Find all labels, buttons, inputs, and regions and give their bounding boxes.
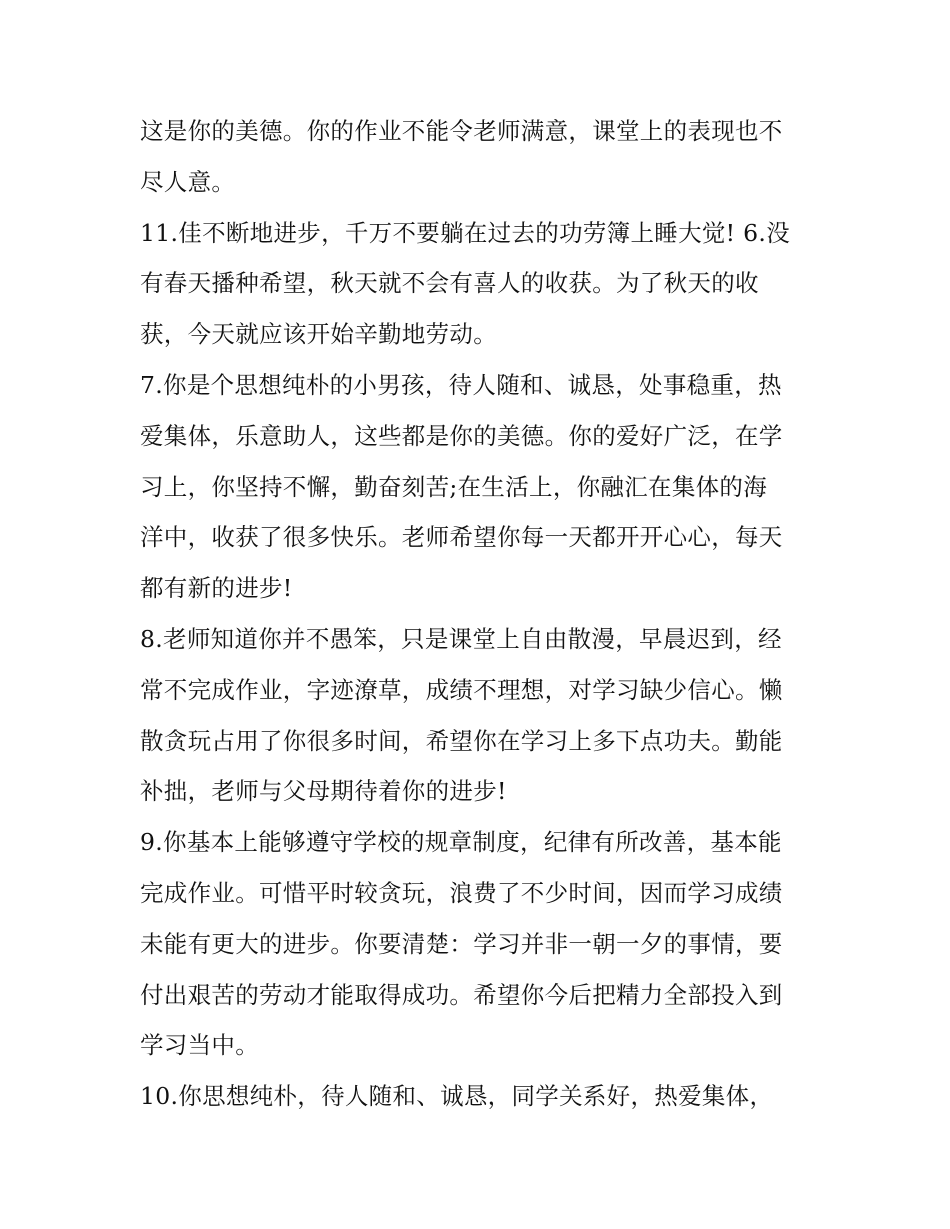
- text-line: 获，今天就应该开始辛勤地劳动。: [140, 320, 497, 349]
- text-line: 习上，你坚持不懈，勤奋刻苦;在生活上，你融汇在集体的海: [140, 472, 768, 501]
- text-line: 洋中，收获了很多快乐。老师希望你每一天都开开心心，每天: [140, 523, 783, 552]
- text-line: 常不完成作业，字迹潦草，成绩不理想，对学习缺少信心。懒: [140, 675, 783, 704]
- text-line: 学习当中。: [140, 1031, 259, 1060]
- text-line: 未能有更大的进步。你要清楚：学习并非一朝一夕的事情，要: [140, 929, 783, 958]
- text-line: 完成作业。可惜平时较贪玩，浪费了不少时间，因而学习成绩: [140, 878, 783, 907]
- text-line: 11.佳不断地进步，千万不要躺在过去的功劳簿上睡大觉! 6.没: [140, 218, 791, 247]
- text-line: 散贪玩占用了你很多时间，希望你在学习上多下点功夫。勤能: [140, 726, 783, 755]
- text-line: 付出艰苦的劳动才能取得成功。希望你今后把精力全部投入到: [140, 980, 783, 1009]
- text-line: 10.你思想纯朴，待人随和、诚恳，同学关系好，热爱集体，: [140, 1082, 774, 1111]
- text-line: 尽人意。: [140, 167, 236, 196]
- text-line: 都有新的进步!: [140, 574, 293, 603]
- text-line: 补拙，老师与父母期待着你的进步!: [140, 777, 507, 806]
- text-line: 爱集体，乐意助人，这些都是你的美德。你的爱好广泛，在学: [140, 421, 783, 450]
- text-line: 7.你是个思想纯朴的小男孩，待人随和、诚恳，处事稳重，热: [140, 370, 782, 399]
- document-body: [140, 106, 820, 1122]
- text-line: 9.你基本上能够遵守学校的规章制度，纪律有所改善，基本能: [140, 828, 782, 857]
- text-line: 这是你的美德。你的作业不能令老师满意，课堂上的表现也不: [140, 117, 783, 145]
- text-line: 有春天播种希望，秋天就不会有喜人的收获。为了秋天的收: [140, 269, 759, 298]
- text-line: 8.老师知道你并不愚笨，只是课堂上自由散漫，早晨迟到，经: [140, 624, 782, 653]
